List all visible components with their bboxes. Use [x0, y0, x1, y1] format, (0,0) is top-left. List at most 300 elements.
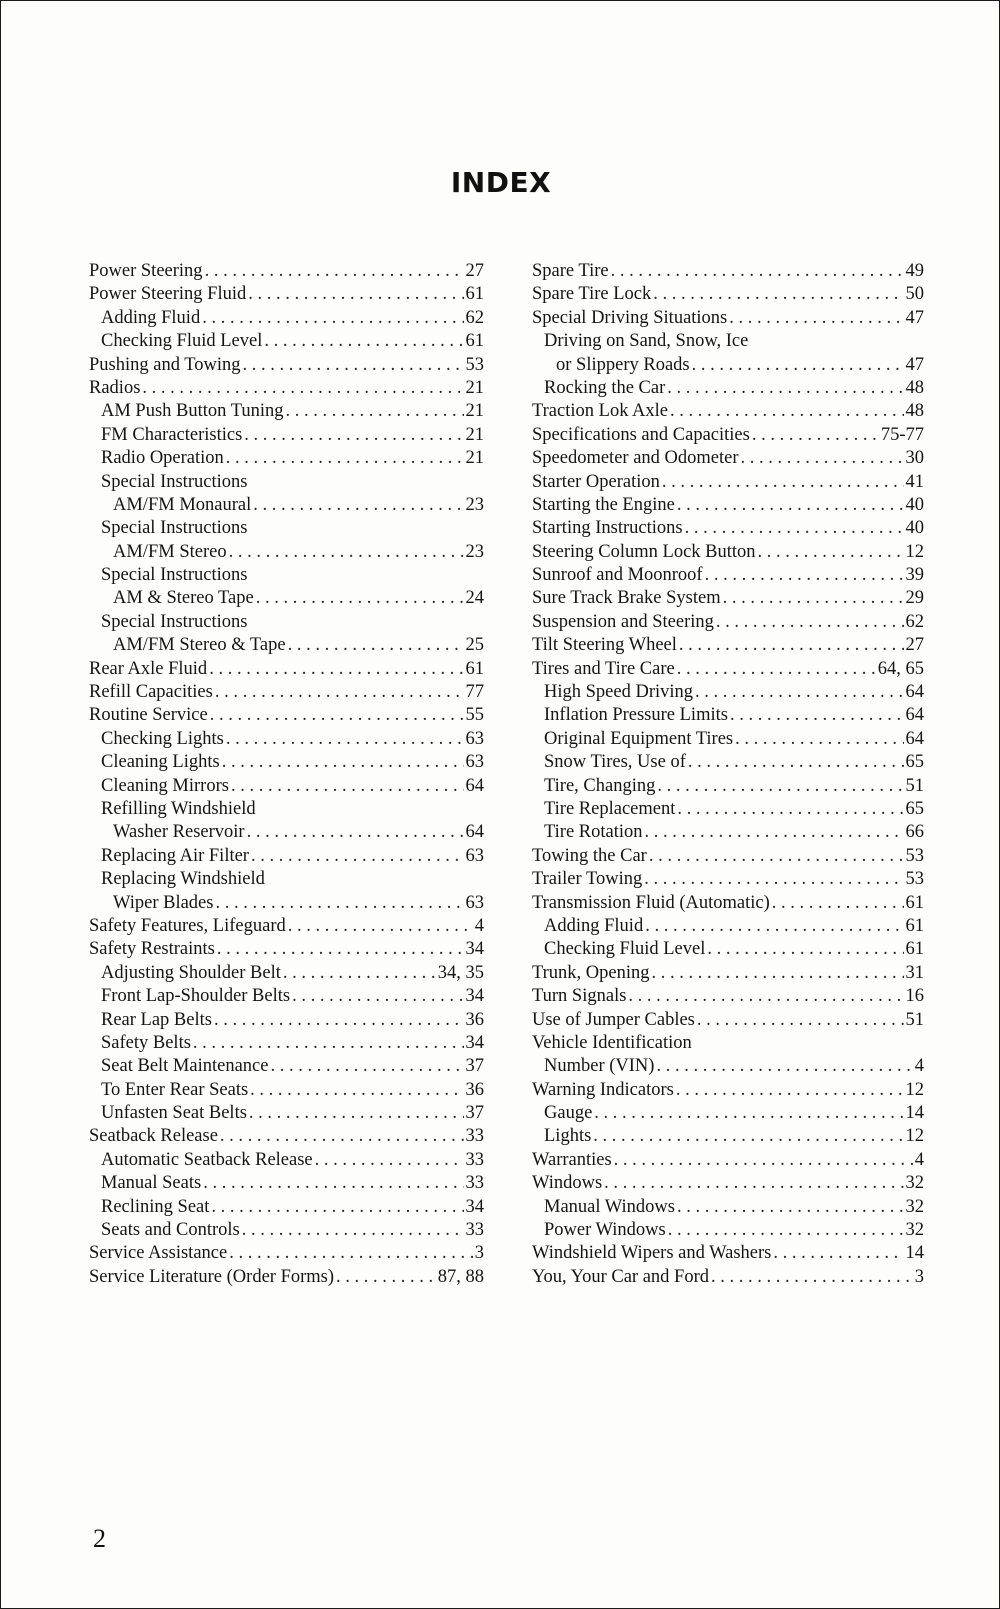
index-entry-page: 23	[465, 541, 484, 562]
index-entry-label: Sure Track Brake System	[532, 588, 721, 609]
dot-leader	[209, 658, 463, 681]
index-entry-page: 47	[905, 307, 924, 328]
dot-leader	[695, 681, 903, 704]
index-entry-label: Safety Features, Lifeguard	[89, 915, 286, 936]
index-entry	[532, 938, 924, 961]
dot-leader	[649, 845, 904, 868]
index-entry-page: 61	[905, 939, 924, 960]
index-entry	[532, 915, 924, 938]
index-entry-page: 37	[465, 1056, 484, 1077]
index-entry	[89, 821, 484, 844]
index-entry-page: 4	[914, 1149, 924, 1170]
index-entry-page: 36	[465, 1009, 484, 1030]
dot-leader	[611, 260, 904, 283]
index-entry-label: Replacing Air Filter	[101, 845, 249, 866]
dot-leader	[729, 307, 903, 330]
index-entry-label: Inflation Pressure Limits	[544, 705, 728, 726]
index-entry-label: Service Literature (Order Forms)	[89, 1266, 335, 1287]
dot-leader	[697, 1009, 904, 1032]
index-entry-page: 53	[465, 354, 484, 375]
dot-leader	[250, 1079, 463, 1102]
index-entry	[89, 915, 484, 938]
index-entry-page: 29	[905, 588, 924, 609]
index-entry-page: 34	[465, 986, 484, 1007]
index-entry-label: Spare Tire Lock	[532, 284, 652, 305]
dot-leader	[723, 587, 904, 610]
dot-leader	[229, 541, 464, 564]
dot-leader	[645, 915, 903, 938]
dot-leader	[247, 821, 464, 844]
index-entry	[89, 798, 484, 821]
index-entry-page: 63	[465, 728, 484, 749]
index-entry-label: Radio Operation	[101, 448, 224, 469]
index-entry-label: Seatback Release	[89, 1126, 218, 1147]
index-entry-page: 34	[465, 1032, 484, 1053]
index-entry-label: Transmission Fluid (Automatic)	[532, 892, 770, 913]
dot-leader	[288, 634, 464, 657]
index-entry-label: You, Your Car and Ford	[532, 1266, 709, 1287]
index-entry	[89, 447, 484, 470]
index-entry-label: Sunroof and Moonroof	[532, 565, 703, 586]
index-entry	[89, 494, 484, 517]
index-entry-page: 34	[465, 1196, 484, 1217]
index-entry-page: 33	[465, 1126, 484, 1147]
index-entry-label: Vehicle Identification	[532, 1032, 692, 1053]
index-entry	[89, 283, 484, 306]
index-entry-page: 61	[465, 331, 484, 352]
index-entry	[89, 681, 484, 704]
index-entry	[532, 400, 924, 423]
dot-leader	[628, 985, 903, 1008]
index-entry-label: Suspension and Steering	[532, 611, 714, 632]
index-entry-page: 24	[465, 588, 484, 609]
index-entry-label: Adding Fluid	[544, 915, 644, 936]
index-entry	[89, 868, 484, 891]
dot-leader	[244, 424, 463, 447]
index-entry-label: Cleaning Lights	[101, 752, 220, 773]
index-entry-page: 55	[465, 705, 484, 726]
dot-leader	[283, 962, 436, 985]
index-entry	[89, 1032, 484, 1055]
dot-leader	[705, 564, 904, 587]
index-entry	[532, 424, 924, 447]
index-entry-page: 62	[465, 307, 484, 328]
index-entry-label: Turn Signals	[532, 986, 627, 1007]
index-entry	[89, 1266, 484, 1289]
index-entry-page: 37	[465, 1103, 484, 1124]
index-entry-label: Trailer Towing	[532, 869, 643, 890]
dot-leader	[203, 1172, 463, 1195]
index-entry-page: 87, 88	[437, 1266, 484, 1287]
dot-leader	[716, 611, 904, 634]
index-entry-label: Tire, Changing	[544, 775, 656, 796]
index-entry-page: 23	[465, 494, 484, 515]
dot-leader	[668, 1219, 904, 1242]
index-entry-label: Starting the Engine	[532, 494, 675, 515]
index-entry-page: 32	[905, 1173, 924, 1194]
index-entry-label: Automatic Seatback Release	[101, 1149, 313, 1170]
index-entry-label: Specifications and Capacities	[532, 424, 750, 445]
index-entry	[532, 1242, 924, 1265]
dot-leader	[594, 1102, 903, 1125]
dot-leader	[614, 1149, 913, 1172]
index-entry-page: 4	[474, 915, 484, 936]
index-entry	[89, 704, 484, 727]
index-entry	[532, 354, 924, 377]
index-entry	[532, 704, 924, 727]
index-entry-page: 40	[905, 518, 924, 539]
index-entry	[532, 728, 924, 751]
index-entry-page: 3	[914, 1266, 924, 1287]
index-entry-page: 64	[465, 775, 484, 796]
index-entry-page: 61	[905, 892, 924, 913]
dot-leader	[249, 1102, 464, 1125]
dot-leader	[758, 541, 904, 564]
index-entry	[89, 938, 484, 961]
index-entry-page: 64	[905, 728, 924, 749]
index-entry-label: Power Steering	[89, 261, 203, 281]
index-entry-label: Seats and Controls	[101, 1220, 240, 1241]
index-entry-page: 32	[905, 1196, 924, 1217]
index-entry-page: 4	[914, 1056, 924, 1077]
index-entry	[89, 471, 484, 494]
dot-leader	[214, 1009, 464, 1032]
dot-leader	[692, 354, 904, 377]
index-entry	[532, 377, 924, 400]
index-entry-page: 51	[905, 775, 924, 796]
index-entry-label: Safety Restraints	[89, 939, 215, 960]
index-entry-page: 12	[905, 1126, 924, 1147]
dot-leader	[215, 892, 463, 915]
index-entry-label: AM Push Button Tuning	[101, 401, 284, 422]
index-entry-page: 33	[465, 1220, 484, 1241]
index-entry-page: 34, 35	[437, 962, 484, 983]
dot-leader	[222, 751, 464, 774]
index-entry-label: Steering Column Lock Button	[532, 541, 756, 562]
index-entry-page: 64	[905, 705, 924, 726]
index-entry-label: Checking Lights	[101, 728, 224, 749]
index-entry	[89, 845, 484, 868]
index-entry-page: 61	[905, 915, 924, 936]
dot-leader	[677, 1196, 904, 1219]
index-entry-label: To Enter Rear Seats	[101, 1079, 249, 1100]
index-entry-page: 63	[465, 752, 484, 773]
dot-leader	[657, 775, 903, 798]
index-entry	[532, 1125, 924, 1148]
dot-leader	[215, 681, 464, 704]
index-entry-label: Front Lap-Shoulder Belts	[101, 986, 291, 1007]
index-entry-label: Special Instructions	[101, 565, 248, 586]
index-entry-label: Special Instructions	[101, 471, 248, 492]
index-entry	[532, 962, 924, 985]
index-entry-page: 39	[905, 565, 924, 586]
index-entry	[532, 283, 924, 306]
dot-leader	[288, 915, 473, 938]
index-entry-label: Trunk, Opening	[532, 962, 650, 983]
dot-leader	[211, 1196, 463, 1219]
index-entry-label: Cleaning Mirrors	[101, 775, 229, 796]
index-entry	[89, 1102, 484, 1125]
index-entry-label: Tire Replacement	[544, 798, 676, 819]
index-entry	[89, 634, 484, 657]
index-entry-page: 36	[465, 1079, 484, 1100]
dot-leader	[248, 283, 463, 306]
index-entry-label: Traction Lok Axle	[532, 401, 669, 422]
dot-leader	[217, 938, 464, 961]
index-entry-page: 12	[905, 541, 924, 562]
page-title: INDEX	[450, 166, 552, 199]
dot-leader	[231, 775, 464, 798]
dot-leader	[604, 1172, 903, 1195]
index-entry	[532, 1009, 924, 1032]
index-entry-label: Power Steering Fluid	[89, 284, 247, 305]
index-entry-label: FM Characteristics	[101, 424, 243, 445]
index-entry-page: 48	[905, 377, 924, 398]
index-entry	[532, 634, 924, 657]
index-entry-label: Special Driving Situations	[532, 307, 728, 328]
index-entry-page: 31	[905, 962, 924, 983]
index-entry-page: 34	[465, 939, 484, 960]
dot-leader	[193, 1032, 464, 1055]
dot-leader	[202, 307, 463, 330]
index-column-right	[532, 260, 924, 1289]
index-entry	[89, 541, 484, 564]
index-entry-label: AM & Stereo Tape	[113, 588, 254, 609]
index-entry	[89, 728, 484, 751]
dot-leader	[256, 587, 464, 610]
index-entry-page: 66	[905, 822, 924, 843]
index-entry	[89, 892, 484, 915]
index-entry	[89, 985, 484, 1008]
index-entry-page: 21	[465, 448, 484, 469]
index-entry	[89, 1125, 484, 1148]
index-entry-page: 14	[905, 1103, 924, 1124]
page-number: 2	[93, 1524, 106, 1553]
index-entry	[532, 260, 924, 283]
index-entry-label: Refill Capacities	[89, 682, 213, 703]
index-entry	[89, 611, 484, 634]
dot-leader	[662, 471, 904, 494]
dot-leader	[243, 354, 464, 377]
index-entry	[532, 587, 924, 610]
index-entry-label: Gauge	[544, 1103, 593, 1124]
index-entry-page: 3	[474, 1243, 484, 1264]
index-entry	[532, 1079, 924, 1102]
index-entry-page: 51	[905, 1009, 924, 1030]
index-entry	[532, 985, 924, 1008]
index-entry-label: Wiper Blades	[113, 892, 214, 913]
index-entry	[532, 1149, 924, 1172]
index-entry-label: Lights	[544, 1126, 592, 1147]
index-entry	[532, 798, 924, 821]
dot-leader	[677, 494, 904, 517]
index-entry-label: Routine Service	[89, 705, 208, 726]
index-entry-label: Pushing and Towing	[89, 354, 241, 375]
index-entry-label: Number (VIN)	[544, 1056, 655, 1077]
index-entry-page: 64	[905, 682, 924, 703]
index-entry	[532, 1055, 924, 1078]
dot-leader	[652, 962, 904, 985]
index-entry-label: Starter Operation	[532, 471, 660, 492]
index-entry	[532, 868, 924, 891]
dot-leader	[688, 751, 904, 774]
dot-leader	[644, 868, 903, 891]
dot-leader	[229, 1242, 473, 1265]
index-entry-label: Replacing Windshield	[101, 869, 265, 890]
dot-leader	[270, 1055, 463, 1078]
index-entry	[532, 751, 924, 774]
dot-leader	[711, 1266, 913, 1289]
dot-leader	[593, 1125, 903, 1148]
index-entry-label: Windshield Wipers and Washers	[532, 1243, 772, 1264]
index-entry-page: 21	[465, 401, 484, 422]
index-entry	[89, 775, 484, 798]
index-entry	[532, 541, 924, 564]
index-entry-label: Reclining Seat	[101, 1196, 210, 1217]
index-entry-page: 30	[905, 448, 924, 469]
index-entry-label: Starting Instructions	[532, 518, 683, 539]
dot-leader	[730, 704, 904, 727]
dot-leader	[210, 704, 464, 727]
index-entry-label: Tire Rotation	[544, 822, 643, 843]
index-entry-page: 12	[905, 1079, 924, 1100]
index-entry-label: Warranties	[532, 1149, 612, 1170]
dot-leader	[286, 400, 464, 423]
index-entry-label: Driving on Sand, Snow, Ice	[544, 331, 749, 352]
index-entry	[532, 775, 924, 798]
index-entry-label: Snow Tires, Use of	[544, 752, 686, 773]
index-entry-page: 14	[905, 1243, 924, 1264]
index-entry-page: 61	[465, 284, 484, 305]
index-entry-label: High Speed Driving	[544, 682, 694, 703]
index-entry	[89, 658, 484, 681]
index-entry	[532, 517, 924, 540]
index-entry	[532, 658, 924, 681]
dot-leader	[264, 330, 463, 353]
dot-leader	[253, 494, 463, 517]
index-entry	[532, 1266, 924, 1289]
index-entry	[89, 424, 484, 447]
index-entry-label: Adding Fluid	[101, 307, 201, 328]
index-entry-page: 65	[905, 752, 924, 773]
index-entry-label: Original Equipment Tires	[544, 728, 734, 749]
index-entry-label: Towing the Car	[532, 845, 647, 866]
dot-leader	[677, 798, 903, 821]
index-entry-label: Checking Fluid Level	[544, 939, 706, 960]
index-entry-page: 50	[905, 284, 924, 305]
index-entry-label: Windows	[532, 1173, 603, 1194]
index-entry-label: AM/FM Stereo	[113, 541, 227, 562]
index-entry-page: 64, 65	[877, 658, 924, 679]
index-entry-page: 33	[465, 1149, 484, 1170]
index-entry-page: 25	[465, 635, 484, 656]
index-entry-page: 27	[905, 635, 924, 656]
index-entry-label: Manual Windows	[544, 1196, 675, 1217]
index-entry-page: 21	[465, 377, 484, 398]
index-entry-label: Rocking the Car	[544, 377, 666, 398]
index-entry-label: Unfasten Seat Belts	[101, 1103, 247, 1124]
index-entry	[532, 845, 924, 868]
dot-leader	[220, 1125, 464, 1148]
index-entry	[89, 962, 484, 985]
dot-leader	[142, 377, 463, 400]
index-entry-page: 16	[905, 986, 924, 1007]
dot-leader	[735, 728, 903, 751]
dot-leader	[653, 283, 903, 306]
index-entry-label: Special Instructions	[101, 611, 248, 632]
index-entry-label: Speedometer and Odometer	[532, 448, 739, 469]
dot-leader	[670, 400, 903, 423]
index-entry-page: 47	[905, 354, 924, 375]
index-entry-page: 48	[905, 401, 924, 422]
dot-leader	[667, 377, 903, 400]
dot-leader	[315, 1149, 464, 1172]
index-entry	[89, 1055, 484, 1078]
index-entry-page: 63	[465, 845, 484, 866]
index-entry	[89, 1219, 484, 1242]
index-entry	[89, 377, 484, 400]
index-entry	[89, 307, 484, 330]
index-entry-label: Safety Belts	[101, 1032, 191, 1053]
index-entry-label: Seat Belt Maintenance	[101, 1056, 269, 1077]
index-entry-label: Warning Indicators	[532, 1079, 674, 1100]
index-entry-page: 21	[465, 424, 484, 445]
index-entry-page: 61	[465, 658, 484, 679]
index-entry-page: 77	[465, 682, 484, 703]
index-entry	[89, 1009, 484, 1032]
index-entry-label: Service Assistance	[89, 1243, 228, 1264]
index-entry-page: 53	[905, 845, 924, 866]
index-entry-label: Rear Lap Belts	[101, 1009, 212, 1030]
index-entry-page: 62	[905, 611, 924, 632]
index-entry-label: Tilt Steering Wheel	[532, 635, 677, 656]
dot-leader	[676, 1079, 904, 1102]
dot-leader	[336, 1266, 436, 1289]
index-entry-page: 32	[905, 1220, 924, 1241]
dot-leader	[679, 634, 904, 657]
dot-leader	[741, 447, 904, 470]
index-entry-label: Radios	[89, 377, 141, 398]
index-entry	[532, 307, 924, 330]
index-entry-label: Tires and Tire Care	[532, 658, 675, 679]
index-column-left	[89, 260, 484, 1289]
index-entry	[89, 564, 484, 587]
index-entry-label: or Slippery Roads	[556, 354, 690, 375]
index-entry-page: 49	[905, 261, 924, 281]
index-entry	[89, 751, 484, 774]
index-entry	[89, 1079, 484, 1102]
index-entry	[89, 1149, 484, 1172]
index-entry	[89, 1196, 484, 1219]
index-entry-label: Power Windows	[544, 1220, 666, 1241]
index-entry	[532, 494, 924, 517]
index-entry	[532, 447, 924, 470]
index-entry	[89, 517, 484, 540]
index-entry	[89, 400, 484, 423]
index-entry	[532, 1102, 924, 1125]
index-entry-page: 64	[465, 822, 484, 843]
dot-leader	[205, 260, 464, 283]
dot-leader	[752, 424, 879, 447]
index-entry-label: AM/FM Monaural	[113, 494, 252, 515]
index-entry-label: Adjusting Shoulder Belt	[101, 962, 281, 983]
index-entry-page: 27	[465, 261, 484, 281]
index-entry	[532, 611, 924, 634]
index-entry-page: 33	[465, 1173, 484, 1194]
index-entry-label: Spare Tire	[532, 261, 609, 281]
index-entry	[532, 1032, 924, 1055]
index-entry-label: Rear Axle Fluid	[89, 658, 208, 679]
